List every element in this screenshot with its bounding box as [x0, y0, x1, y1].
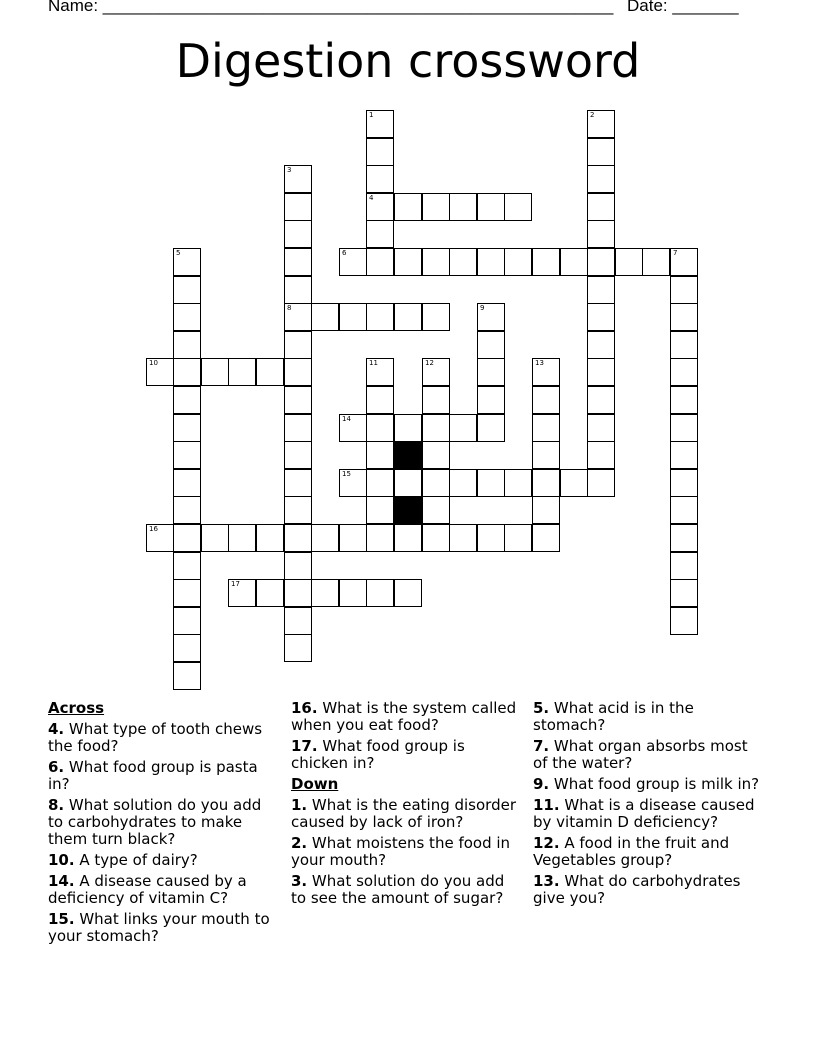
grid-cell[interactable] [284, 220, 312, 248]
grid-cell[interactable] [670, 469, 698, 497]
grid-cell[interactable] [615, 248, 643, 276]
clue-number: 2 [590, 111, 595, 119]
grid-cell[interactable] [532, 358, 560, 386]
grid-cell[interactable] [422, 386, 450, 414]
grid-cell[interactable] [173, 469, 201, 497]
grid-cell[interactable] [173, 441, 201, 469]
grid-cell[interactable] [173, 386, 201, 414]
grid-cell[interactable] [173, 303, 201, 331]
grid-cell[interactable] [422, 441, 450, 469]
grid-cell[interactable] [284, 579, 312, 607]
clue-down-13: 13. What do carbohydrates give you? [533, 872, 741, 907]
clue-number: 4 [369, 194, 374, 202]
grid-cell[interactable] [366, 165, 394, 193]
black-cell [394, 441, 422, 469]
grid-cell[interactable] [173, 662, 201, 690]
grid-cell[interactable] [587, 414, 615, 442]
clue-number: 5 [176, 249, 181, 257]
grid-cell[interactable] [532, 441, 560, 469]
grid-cell[interactable] [422, 303, 450, 331]
grid-cell[interactable] [366, 248, 394, 276]
clue-number: 15 [342, 470, 351, 478]
grid-cell[interactable] [532, 386, 560, 414]
clue-number: 6 [342, 249, 347, 257]
grid-cell[interactable] [670, 552, 698, 580]
clue-column-2 [291, 700, 523, 911]
grid-cell[interactable] [284, 524, 312, 552]
clue-number: 10 [149, 359, 158, 367]
grid-cell[interactable] [173, 524, 201, 552]
grid-cell[interactable] [339, 414, 367, 442]
clue-column-1 [48, 700, 280, 949]
grid-cell[interactable] [394, 248, 422, 276]
grid-cell[interactable] [311, 303, 339, 331]
grid-cell[interactable] [201, 524, 229, 552]
grid-cell[interactable] [587, 303, 615, 331]
grid-cell[interactable] [339, 469, 367, 497]
grid-cell[interactable] [670, 358, 698, 386]
grid-cell[interactable] [449, 524, 477, 552]
grid-cell[interactable] [394, 579, 422, 607]
grid-cell[interactable] [256, 358, 284, 386]
grid-cell[interactable] [284, 441, 312, 469]
grid-cell[interactable] [477, 248, 505, 276]
grid-cell[interactable] [504, 248, 532, 276]
grid-cell[interactable] [366, 220, 394, 248]
grid-cell[interactable] [642, 248, 670, 276]
grid-cell[interactable] [532, 248, 560, 276]
grid-cell[interactable] [284, 469, 312, 497]
grid-cell[interactable] [422, 414, 450, 442]
grid-cell[interactable] [587, 386, 615, 414]
grid-cell[interactable] [146, 524, 174, 552]
grid-cell[interactable] [422, 248, 450, 276]
grid-cell[interactable] [532, 469, 560, 497]
grid-cell[interactable] [173, 414, 201, 442]
clue-across-6: 6. What food group is pasta in? [48, 758, 258, 793]
clue-number: 17 [231, 580, 240, 588]
grid-cell[interactable] [366, 138, 394, 166]
grid-cell[interactable] [449, 414, 477, 442]
clue-across-16: 16. What is the system called when you eat food? [291, 699, 517, 734]
clue-down-5: 5. What acid is in the stomach? [533, 699, 694, 734]
grid-cell[interactable] [394, 414, 422, 442]
grid-cell[interactable] [366, 386, 394, 414]
grid-cell[interactable] [670, 579, 698, 607]
grid-cell[interactable] [422, 496, 450, 524]
grid-cell[interactable] [339, 248, 367, 276]
grid-cell[interactable] [173, 496, 201, 524]
grid-cell[interactable] [366, 496, 394, 524]
grid-cell[interactable] [394, 193, 422, 221]
grid-cell[interactable] [477, 386, 505, 414]
clue-number: 14 [342, 415, 351, 423]
grid-cell[interactable] [366, 193, 394, 221]
grid-cell[interactable] [311, 579, 339, 607]
clue-number: 16 [149, 525, 158, 533]
grid-cell[interactable] [173, 248, 201, 276]
clue-number: 13 [535, 359, 544, 367]
grid-cell[interactable] [173, 276, 201, 304]
grid-cell[interactable] [394, 303, 422, 331]
grid-cell[interactable] [366, 579, 394, 607]
grid-cell[interactable] [366, 441, 394, 469]
grid-cell[interactable] [477, 331, 505, 359]
grid-cell[interactable] [173, 607, 201, 635]
clue-down-11: 11. What is a disease caused by vitamin D deficiency? [533, 796, 755, 831]
grid-cell[interactable] [477, 303, 505, 331]
grid-cell[interactable] [173, 552, 201, 580]
grid-cell[interactable] [201, 358, 229, 386]
clue-across-10: 10. A type of dairy? [48, 851, 198, 869]
grid-cell[interactable] [477, 469, 505, 497]
grid-cell[interactable] [394, 469, 422, 497]
clue-across-15: 15. What links your mouth to your stomach? [48, 910, 270, 945]
grid-cell[interactable] [284, 607, 312, 635]
grid-cell[interactable] [284, 331, 312, 359]
grid-cell[interactable] [670, 414, 698, 442]
grid-cell[interactable] [670, 386, 698, 414]
grid-cell[interactable] [449, 248, 477, 276]
clue-number: 8 [287, 304, 292, 312]
grid-cell[interactable] [587, 193, 615, 221]
grid-cell[interactable] [284, 358, 312, 386]
grid-cell[interactable] [422, 358, 450, 386]
grid-cell[interactable] [339, 524, 367, 552]
grid-cell[interactable] [449, 193, 477, 221]
grid-cell[interactable] [477, 414, 505, 442]
grid-cell[interactable] [587, 469, 615, 497]
grid-cell[interactable] [560, 248, 588, 276]
clue-across-17: 17. What food group is chicken in? [291, 737, 465, 772]
grid-cell[interactable] [366, 524, 394, 552]
grid-cell[interactable] [504, 193, 532, 221]
grid-cell[interactable] [284, 248, 312, 276]
grid-cell[interactable] [284, 634, 312, 662]
grid-cell[interactable] [284, 303, 312, 331]
grid-cell[interactable] [284, 552, 312, 580]
grid-cell[interactable] [284, 386, 312, 414]
date-field-label: Date: _______ [627, 0, 739, 15]
grid-cell[interactable] [339, 579, 367, 607]
grid-cell[interactable] [256, 524, 284, 552]
grid-cell[interactable] [504, 524, 532, 552]
name-field-label: Name: ______________________________________________________ [48, 0, 614, 15]
grid-cell[interactable] [173, 579, 201, 607]
clue-number: 9 [480, 304, 485, 312]
clue-across-14: 14. A disease caused by a deficiency of vitamin C? [48, 872, 247, 907]
grid-cell[interactable] [146, 358, 174, 386]
grid-cell[interactable] [422, 524, 450, 552]
grid-cell[interactable] [670, 441, 698, 469]
clue-column-3 [533, 700, 765, 911]
grid-cell[interactable] [256, 579, 284, 607]
clue-down-3: 3. What solution do you add to see the amount of sugar? [291, 872, 505, 907]
grid-cell[interactable] [532, 524, 560, 552]
grid-cell[interactable] [339, 303, 367, 331]
grid-cell[interactable] [228, 579, 256, 607]
grid-cell[interactable] [394, 524, 422, 552]
clue-number: 1 [369, 111, 374, 119]
grid-cell[interactable] [587, 220, 615, 248]
grid-cell[interactable] [532, 414, 560, 442]
clue-across-8: 8. What solution do you add to carbohydrates to make them turn black? [48, 796, 262, 848]
grid-cell[interactable] [173, 331, 201, 359]
grid-cell[interactable] [422, 193, 450, 221]
grid-cell[interactable] [670, 276, 698, 304]
grid-cell[interactable] [587, 165, 615, 193]
across-heading: Across [48, 699, 105, 717]
grid-cell[interactable] [670, 248, 698, 276]
grid-cell[interactable] [284, 414, 312, 442]
grid-cell[interactable] [587, 276, 615, 304]
grid-cell[interactable] [284, 496, 312, 524]
grid-cell[interactable] [284, 276, 312, 304]
clue-number: 11 [369, 359, 378, 367]
grid-cell[interactable] [366, 110, 394, 138]
grid-cell[interactable] [587, 138, 615, 166]
grid-cell[interactable] [670, 331, 698, 359]
grid-cell[interactable] [587, 358, 615, 386]
grid-cell[interactable] [477, 524, 505, 552]
grid-cell[interactable] [228, 358, 256, 386]
grid-cell[interactable] [366, 414, 394, 442]
black-cell [394, 496, 422, 524]
clue-down-7: 7. What organ absorbs most of the water? [533, 737, 748, 772]
grid-cell[interactable] [587, 110, 615, 138]
clue-down-9: 9. What food group is milk in? [533, 775, 760, 793]
grid-cell[interactable] [311, 524, 339, 552]
page-title: Digestion crossword [175, 34, 641, 88]
grid-cell[interactable] [477, 193, 505, 221]
grid-cell[interactable] [284, 165, 312, 193]
grid-cell[interactable] [670, 524, 698, 552]
grid-cell[interactable] [366, 303, 394, 331]
clue-number: 3 [287, 166, 292, 174]
clue-across-4: 4. What type of tooth chews the food? [48, 720, 263, 755]
grid-cell[interactable] [587, 441, 615, 469]
grid-cell[interactable] [587, 248, 615, 276]
grid-cell[interactable] [284, 193, 312, 221]
down-heading: Down [291, 775, 339, 793]
grid-cell[interactable] [366, 358, 394, 386]
grid-cell[interactable] [587, 331, 615, 359]
clue-number: 12 [425, 359, 434, 367]
grid-cell[interactable] [366, 469, 394, 497]
clue-number: 7 [673, 249, 678, 257]
grid-cell[interactable] [449, 469, 477, 497]
grid-cell[interactable] [560, 469, 588, 497]
clue-down-2: 2. What moistens the food in your mouth? [291, 834, 511, 869]
clue-down-1: 1. What is the eating disorder caused by lack of iron? [291, 796, 516, 831]
grid-cell[interactable] [477, 358, 505, 386]
grid-cell[interactable] [504, 469, 532, 497]
grid-cell[interactable] [532, 496, 560, 524]
grid-cell[interactable] [228, 524, 256, 552]
grid-cell[interactable] [422, 469, 450, 497]
grid-cell[interactable] [670, 496, 698, 524]
grid-cell[interactable] [173, 358, 201, 386]
grid-cell[interactable] [670, 303, 698, 331]
grid-cell[interactable] [173, 634, 201, 662]
clue-down-12: 12. A food in the fruit and Vegetables group? [533, 834, 730, 869]
grid-cell[interactable] [670, 607, 698, 635]
